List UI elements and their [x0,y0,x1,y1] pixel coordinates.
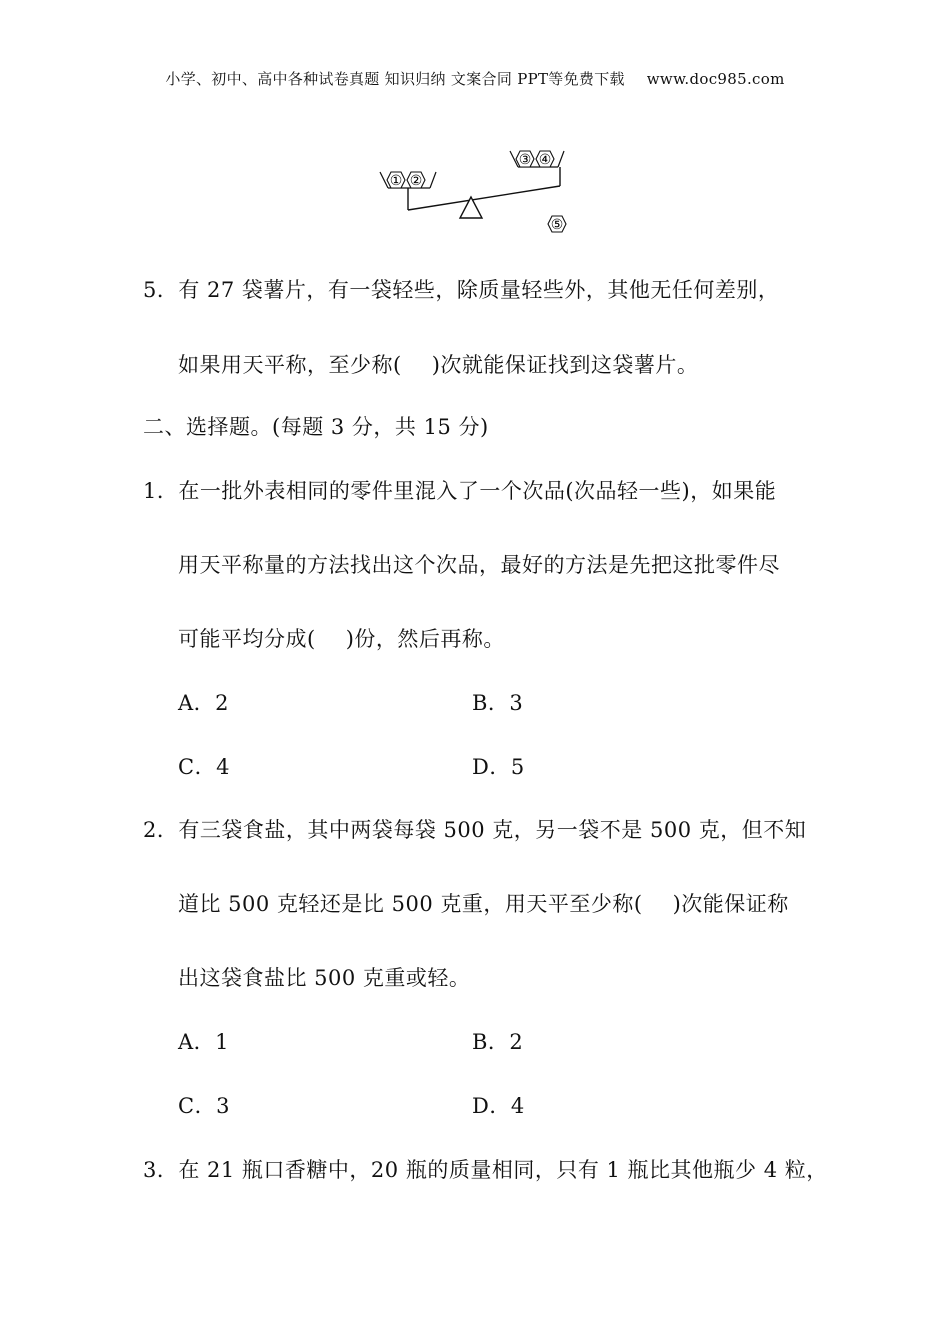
mc2-line1: 2．有三袋食盐，其中两袋每袋 500 克，另一袋不是 500 克，但不知 [143,818,807,842]
mc2-option-c: C．3 [178,1094,230,1118]
item-label: ① [389,173,403,189]
mc2-option-a: A．1 [178,1030,230,1054]
page-header [0,68,950,89]
balance-scale-illustration [370,140,590,240]
header-url: www.doc985.com [646,70,785,88]
q5-line1: 5．有 27 袋薯片，有一袋轻些，除质量轻些外，其他无任何差别， [143,278,780,302]
item-label: ④ [538,152,552,168]
item-label: ⑤ [550,217,564,233]
mc1-line1: 1．在一批外表相同的零件里混入了一个次品(次品轻一些)，如果能 [143,479,777,503]
mc1-option-a: A．2 [178,691,230,715]
header-title: 小学、初中、高中各种试卷真题 知识归纳 文案合同 PPT等免费下载 [165,70,625,88]
q5-line2-post: )次就能保证找到这袋薯片。 [431,353,699,377]
q5-line2 [178,349,698,379]
mc2-option-d: D．4 [472,1094,525,1118]
item-label: ② [409,173,423,189]
mc1-line3-post: )份，然后再称。 [345,627,505,651]
item-label: ③ [518,152,532,168]
scale-beam [408,186,560,210]
balance-scale-figure [370,140,590,244]
mc1-line3-pre: 可能平均分成( [178,627,316,651]
scale-fulcrum [460,197,482,218]
mc2-option-b: B．2 [472,1030,524,1054]
right-pan-side [558,151,564,167]
mc2-line2 [178,888,789,918]
mc1-line3 [178,623,505,653]
mc2-line3: 出这袋食盐比 500 克重或轻。 [178,966,471,990]
mc1-option-b: B．3 [472,691,524,715]
mc2-line2-pre: 道比 500 克轻还是比 500 克重，用天平至少称( [178,892,643,916]
mc1-line2: 用天平称量的方法找出这个次品，最好的方法是先把这批零件尽 [178,553,780,577]
mc1-option-c: C．4 [178,755,230,779]
mc3-line1: 3．在 21 瓶口香糖中，20 瓶的质量相同，只有 1 瓶比其他瓶少 4 粒， [143,1158,828,1182]
section2-title: 二、选择题。(每题 3 分，共 15 分) [143,415,489,439]
mc2-line2-post: )次能保证称 [672,892,789,916]
q5-line2-pre: 如果用天平称，至少称( [178,353,402,377]
mc1-option-d: D．5 [472,755,525,779]
left-pan-side [430,172,436,188]
